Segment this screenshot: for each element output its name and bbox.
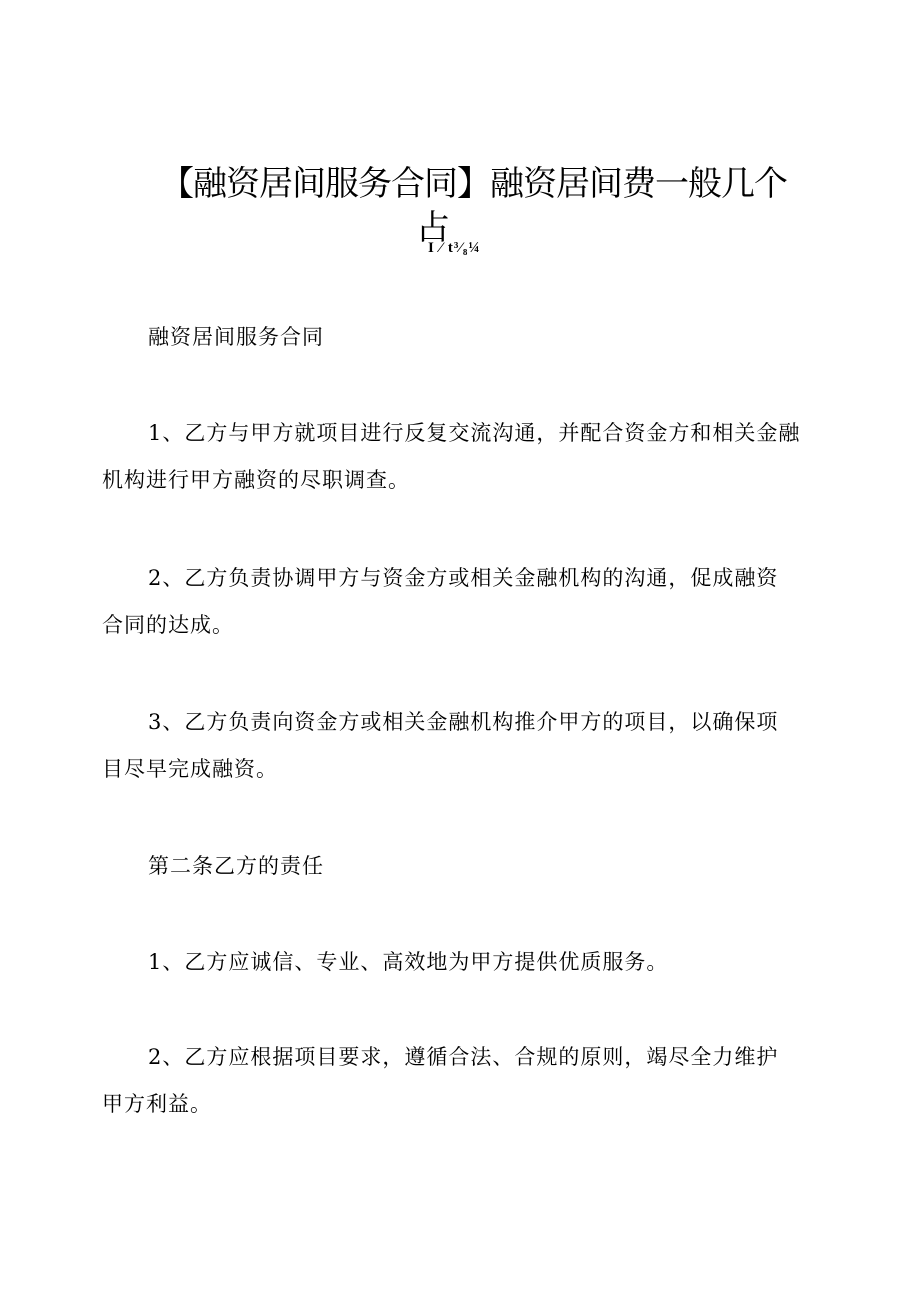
paragraph-duty-1: 1、乙方应诚信、专业、高效地为甲方提供优质服务。	[148, 950, 669, 974]
paragraph-item-1: 1、乙方与甲方就项目进行反复交流沟通，并配合资金方和相关金融机构进行甲方融资的尽职调查。	[102, 421, 801, 492]
document-title	[160, 162, 840, 250]
title-line-1: 【融资居间服务合同】融资居间费一般几个	[160, 164, 787, 204]
section-heading-2: 第二条乙方的责任	[148, 854, 324, 878]
title-line-2: 占	[416, 208, 449, 248]
section-heading: 融资居间服务合同	[148, 325, 324, 349]
paragraph-duty-2: 2、乙方应根据项目要求，遵循合法、合规的原则，竭尽全力维护甲方利益。	[102, 1045, 779, 1116]
garbled-subtitle: I ⁄ t³⁄₈¼	[428, 240, 481, 256]
paragraph-item-3: 3、乙方负责向资金方或相关金融机构推介甲方的项目，以确保项目尽早完成融资。	[102, 710, 779, 781]
paragraph-item-2: 2、乙方负责协调甲方与资金方或相关金融机构的沟通，促成融资合同的达成。	[102, 566, 779, 637]
